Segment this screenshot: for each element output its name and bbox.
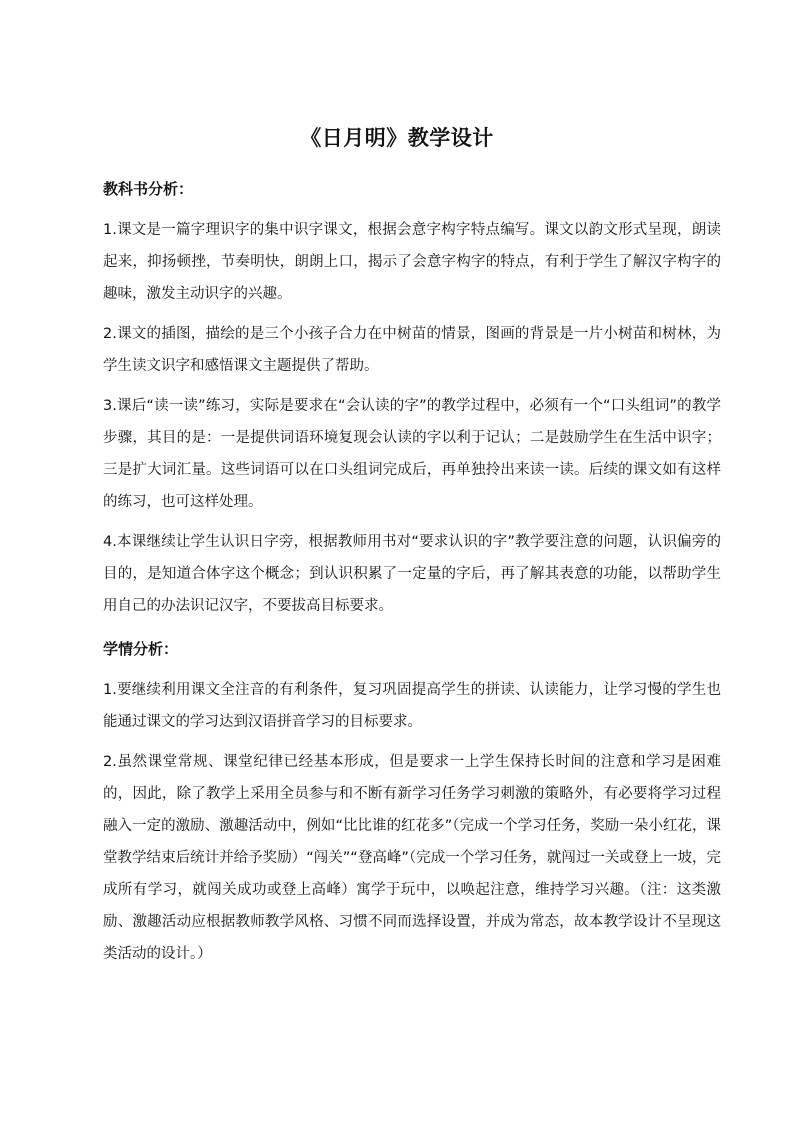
- section-student-analysis: [103, 636, 721, 970]
- paragraph: 2.课文的插图，描绘的是三个小孩子合力在中树苗的情景，图画的背景是一片小树苗和树林，为学生读文识字和感悟课文主题提供了帮助。: [103, 326, 721, 374]
- page-title: 《日月明》教学设计: [300, 126, 494, 150]
- section-heading: 教科书分析：: [103, 180, 194, 198]
- paragraph: 3.课后“读一读”练习，实际是要求在“会认读的字”的教学过程中，必须有一个“口头组词”的教学步骤，其目的是：一是提供词语环境复现会认读的字以利于记认；二是鼓励学生在生活中识字；三是扩大词汇量。这些词语可以在口头组词完成后，再单独拎出来读一读。后续的课文如有这样的练习，也可这样处理。: [103, 398, 721, 510]
- paragraph: 1.课文是一篇字理识字的集中识字课文，根据会意字构字特点编写。课文以韵文形式呈现，朗读起来，抑扬顿挫，节奏明快，朗朗上口，揭示了会意字构字的特点，有利于学生了解汉字构字的趣味，激发主动识字的兴趣。: [103, 222, 721, 302]
- paragraph: 4.本课继续让学生认识日字旁，根据教师用书对“要求认识的字”教学要注意的问题，认识偏旁的目的，是知道合体字这个概念；到认识积累了一定量的字后，再了解其表意的功能，以帮助学生用自己的办法识记汉字，不要拔高目标要求。: [103, 534, 721, 614]
- document-body: [103, 176, 721, 978]
- section-textbook-analysis: [103, 176, 721, 622]
- paragraph: 1.要继续利用课文全注音的有利条件，复习巩固提高学生的拼读、认读能力，让学习慢的学生也能通过课文的学习达到汉语拼音学习的目标要求。: [103, 682, 721, 730]
- paragraph: 2.虽然课堂常规、课堂纪律已经基本形成，但是要求一上学生保持长时间的注意和学习是困难的，因此，除了教学上采用全员参与和不断有新学习任务学习刺激的策略外，有必要将学习过程融入一定的激励、激趣活动中，例如“比比谁的红花多”（完成一个学习任务，奖励一朵小红花，课堂教学结束后统计并给予奖励）“闯关”“登高峰”（完成一个学习任务，就闯过一关或登上一坡，完成所有学习，就闯关成功或登上高峰）寓学于玩中，以唤起注意，维持学习兴趣。（注：这类激励、激趣活动应根据教师教学风格、习惯不同而选择设置，并成为常态，故本教学设计不呈现这类活动的设计。）: [103, 754, 721, 962]
- section-heading: 学情分析：: [103, 640, 179, 658]
